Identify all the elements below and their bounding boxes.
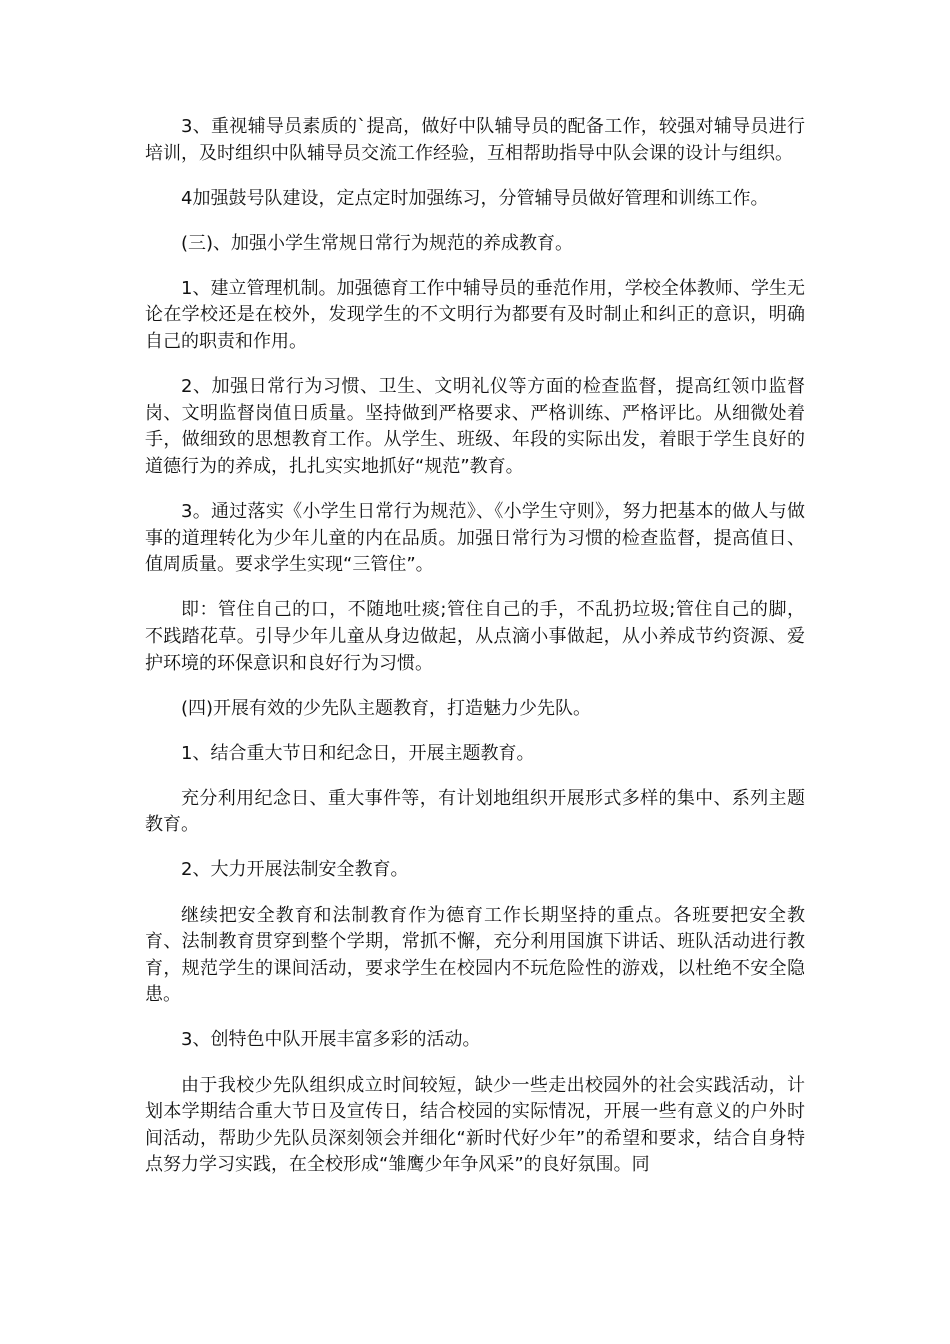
paragraph-special-squad: 3、创特色中队开展丰富多彩的活动。: [181, 1029, 481, 1051]
paragraph-drum-team: 4加强鼓号队建设，定点定时加强练习，分管辅导员做好管理和训练工作。: [181, 187, 769, 209]
paragraph-three-controls: 即：管住自己的口，不随地吐痰;管住自己的手，不乱扔垃圾;管住自己的脚，不践踏花草。引导少年儿童从身边做起，从点滴小事做起，从小养成节约资源、爱护环境的环保意识和良好行为习惯。: [145, 599, 805, 674]
paragraph-festivals: 1、结合重大节日和纪念日，开展主题教育。: [181, 742, 535, 764]
document-body: [145, 114, 805, 1197]
section-heading-4: (四)开展有效的少先队主题教育，打造魅力少先队。: [181, 697, 592, 719]
paragraph-norms: 3。通过落实《小学生日常行为规范》、《小学生守则》，努力把基本的做人与做事的道理转化为少年儿童的内在品质。加强日常行为习惯的检查监督，提高值日、值周质量。要求学生实现“三管住”。: [145, 501, 805, 576]
paragraph-safety-details: 继续把安全教育和法制教育作为德育工作长期坚持的重点。各班要把安全教育、法制教育贯穿到整个学期，常抓不懈，充分利用国旗下讲话、班队活动进行教育，规范学生的课间活动，要求学生在校园内不玩危险性的游戏，以杜绝不安全隐患。: [145, 904, 805, 1006]
paragraph-legal-safety: 2、大力开展法制安全教育。: [181, 859, 409, 881]
section-heading-3: (三)、加强小学生常规日常行为规范的养成教育。: [181, 232, 574, 254]
paragraph-activities: 由于我校少先队组织成立时间较短，缺少一些走出校园外的社会实践活动，计划本学期结合重大节日及宣传日，结合校园的实际情况，开展一些有意义的户外时间活动，帮助少先队员深刻领会并细化“新时代好少年”的希望和要求，结合自身特点努力学习实践，在全校形成“雏鹰少年争风采”的良好氛围。同: [145, 1074, 805, 1176]
paragraph-inspection: 2、加强日常行为习惯、卫生、文明礼仪等方面的检查监督，提高红领巾监督岗、文明监督岗值日质量。坚持做到严格要求、严格训练、严格评比。从细微处着手，做细致的思想教育工作。从学生、班级、年段的实际出发，着眼于学生良好的道德行为的养成，扎扎实实地抓好“规范”教育。: [145, 376, 805, 477]
paragraph-theme-education: 充分利用纪念日、重大事件等，有计划地组织开展形式多样的集中、系列主题教育。: [145, 787, 805, 836]
paragraph-management-mechanism: 1、建立管理机制。加强德育工作中辅导员的垂范作用，学校全体教师、学生无论在学校还是在校外，发现学生的不文明行为都要有及时制止和纠正的意识，明确自己的职责和作用。: [145, 277, 805, 353]
paragraph-counselor-quality: 3、重视辅导员素质的`提高，做好中队辅导员的配备工作，较强对辅导员进行培训，及时组织中队辅导员交流工作经验，互相帮助指导中队会课的设计与组织。: [145, 116, 805, 164]
